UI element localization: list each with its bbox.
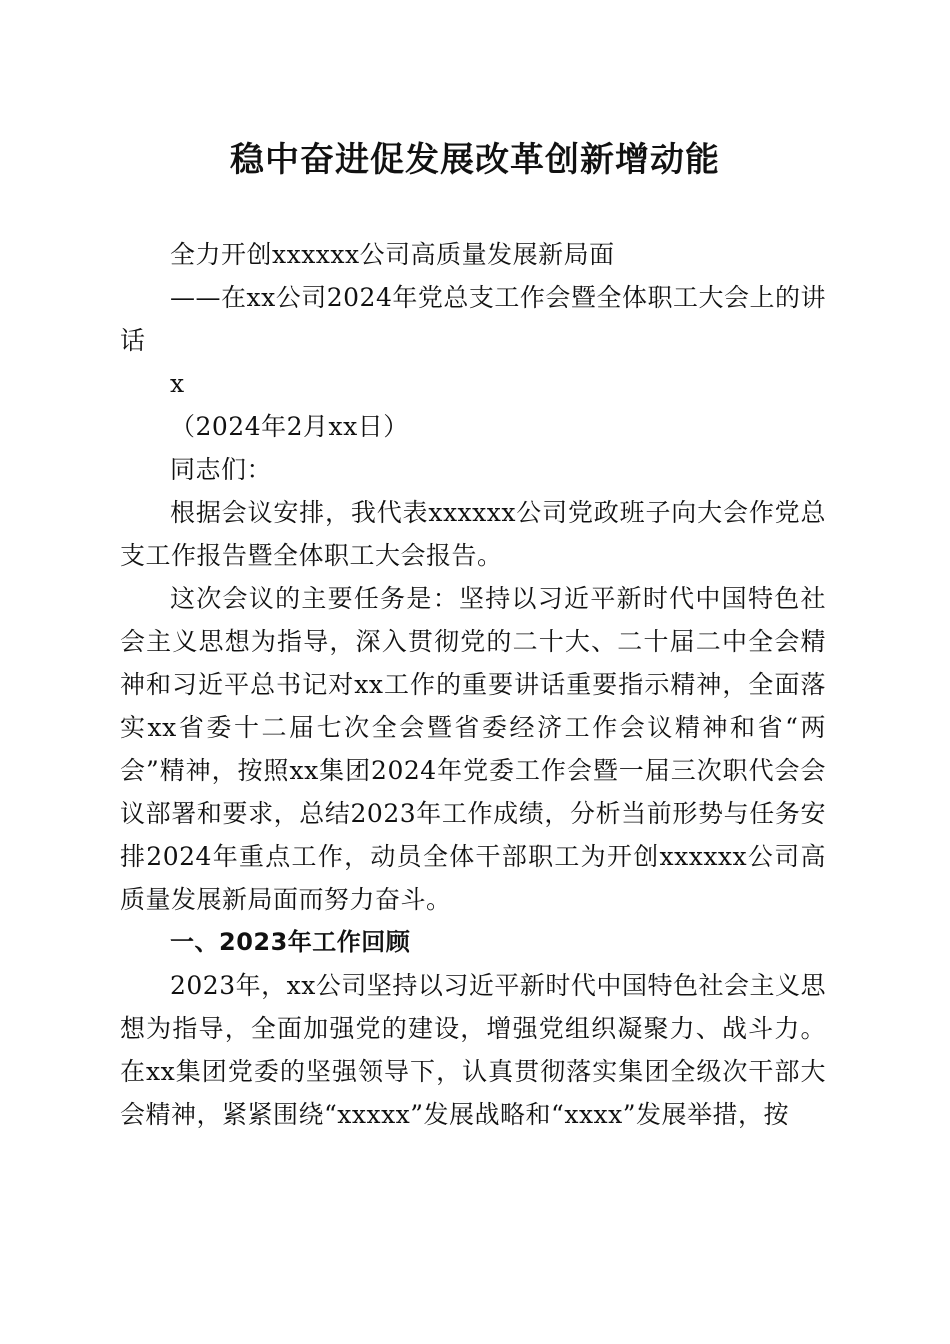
speaker-name: x [170, 369, 185, 398]
speech-date: （2024年2月xx日） [170, 412, 409, 441]
document-title: 稳中奋进促发展改革创新增动能 [230, 140, 720, 180]
paragraph: 这次会议的主要任务是：坚持以习近平新时代中国特色社会主义思想为指导，深入贯彻党的二十大、二十届二中全会精神和习近平总书记对xx工作的重要讲话重要指示精神，全面落实xx省委十二届七次全会暨省委经济工作会议精神和省“两会”精神，按照xx集团2024年党委工作会暨一届三次职代会会议部署和要求，总结2023年工作成绩，分析当前形势与任务安排2024年重点工作，动员全体干部职工为开创xxxxxx公司高质量发展新局面而努力奋斗。 [120, 584, 826, 914]
paragraph: 根据会议安排，我代表xxxxxx公司党政班子向大会作党总支工作报告暨全体职工大会报告。 [120, 498, 826, 570]
salutation: 同志们： [170, 455, 273, 484]
section-paragraph: 2023年，xx公司坚持以习近平新时代中国特色社会主义思想为指导，全面加强党的建设，增强党组织凝聚力、战斗力。在xx集团党委的坚强领导下，认真贯彻落实集团全级次干部大会精神，紧紧围绕“xxxxx”发展战略和“xxxx”发展举措，按 [120, 971, 826, 1129]
section-heading: 一、2023年工作回顾 [170, 928, 411, 956]
subtitle: 全力开创xxxxxx公司高质量发展新局面 [170, 240, 615, 269]
document-body [120, 233, 826, 1136]
speech-occasion: ——在xx公司2024年党总支工作会暨全体职工大会上的讲话 [120, 283, 826, 355]
